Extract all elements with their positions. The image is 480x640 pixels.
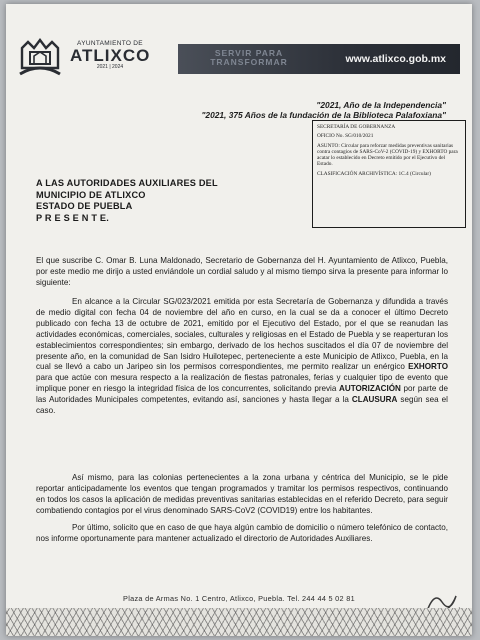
year-legend-1: "2021, Año de la Independencia" [316, 100, 446, 110]
addressee-line-2: MUNICIPIO DE ATLIXCO [36, 189, 146, 200]
p2-text-c: para que actúe con mesura respecto a la realización de fiestas patronales, ferias y cualquier tipo de evento que implique poner en riesgo la integridad física de los concurrentes, solicitando previa [36, 373, 448, 394]
brand-block [70, 40, 150, 70]
oficio-asunto: ASUNTO: Circular para reforzar medidas preventivas sanitarias contra contagios de SARS-CoV-2 (COVID-19) y EXHORTO para acatar lo establecido en Decreto emitido por el Ejecutivo del Estado. [317, 142, 458, 168]
addressee-line-3: ESTADO DE PUEBLA [36, 201, 133, 211]
p2-text-g: según sea el caso. [36, 395, 448, 416]
year-legends [201, 100, 446, 120]
brand-city: ATLIXCO [70, 46, 151, 65]
paragraph-zona-urbana-text: Así mismo, para las colonias pertenecientes a la zona urbana y céntrica del Municipio, se le pide reportar anticipadamente los eventos que tengan programados y tramitar los permisos respectivos, continuando en todos los casos la aplicación de medidas preventivas sanitarias establecidas en el referido Decreto, para seguir combatiendo contagios por el virus denominado SARS-CoV2 (COVID19) entre los habitantes. [36, 473, 448, 515]
addressee-line-1: A LAS AUTORIDADES AUXILIARES DEL [36, 178, 218, 188]
document-page [6, 4, 472, 636]
footer-decorative-pattern [6, 608, 472, 636]
p2-bold-autorizacion: AUTORIZACIÓN [339, 384, 401, 394]
oficio-dependency: SECRETARÍA DE GOBERNANZA [317, 124, 396, 130]
banner-website: www.atlixco.gob.mx [345, 53, 446, 65]
oficio-clasificacion: CLASIFICACIÓN ARCHIVÍSTICA: 1C.4 (Circular) [317, 170, 431, 177]
brand-period: 2021 | 2024 [96, 64, 124, 70]
addressee [36, 178, 218, 224]
p2-text-a: En alcance a la Circular SG/023/2021 emitida por esta Secretaría de Gobernanza y difundida a través de medio digital con fecha 04 de noviembre del año en curso, en la cual se da a conocer el último Decreto publicado con fecha 13 de octubre de 2021, emitido por el Ejecutivo del Estado, por el que se reanudan las actividades económicas, comerciales, sociales, culturales y religiosas en el Estado de Puebla y se reaperturan los establecimientos correspondientes; sin embargo, derivado de los hechos suscitados el día 07 de noviembre del presente año, en la comunidad de San Isidro Huilotepec, perteneciente a este Municipio de Atlixco, Puebla, en la cual se llevó a cabo un Jaripeo sin los permisos correspondientes, me permito realizar un enérgico [36, 297, 448, 372]
header-banner [178, 44, 460, 74]
brand-ayuntamiento: AYUNTAMIENTO DE [77, 40, 143, 47]
p2-bold-clausura: CLAUSURA [351, 395, 398, 405]
paragraph-ultimo-text: Por último, solicito que en caso de que haya algún cambio de domicilio o número telefónico de contacto, nos informe oportunamente para mantener actualizado el directorio de Autoridades Auxiliares. [36, 523, 448, 543]
paragraph-zona-urbana [36, 473, 448, 517]
addressee-line-4: P R E S E N T E. [36, 212, 109, 223]
p2-bold-exhorto: EXHORTO [408, 362, 448, 372]
paragraph-intro-text: El que suscribe C. Omar B. Luna Maldonado, Secretario de Gobernanza del H. Ayuntamiento de Atlixco, Puebla, por este medio me dirijo a usted enviándole un cordial saludo y al mismo tiempo sirva la presente para informar lo siguiente: [36, 256, 448, 287]
p2-text-e: por parte de las Autoridades Municipales competentes, evitando así, sanciones y hasta llegar a la [36, 384, 448, 405]
footer-address: Plaza de Armas No. 1 Centro, Atlixco, Puebla. Tel. 244 44 5 02 81 [123, 594, 355, 603]
paragraph-exhorto [36, 297, 448, 417]
year-legend-2: "2021, 375 Años de la fundación de la Biblioteca Palafoxiana" [201, 110, 446, 120]
paragraph-intro [36, 256, 448, 289]
oficio-box [312, 120, 466, 228]
paragraph-ultimo [36, 523, 448, 545]
atlixco-crest-icon [14, 34, 66, 80]
banner-slogan: SERVIR PARA TRANSFORMAR [210, 48, 288, 67]
oficio-number: OFICIO No. SG/010/2021 [317, 133, 374, 140]
